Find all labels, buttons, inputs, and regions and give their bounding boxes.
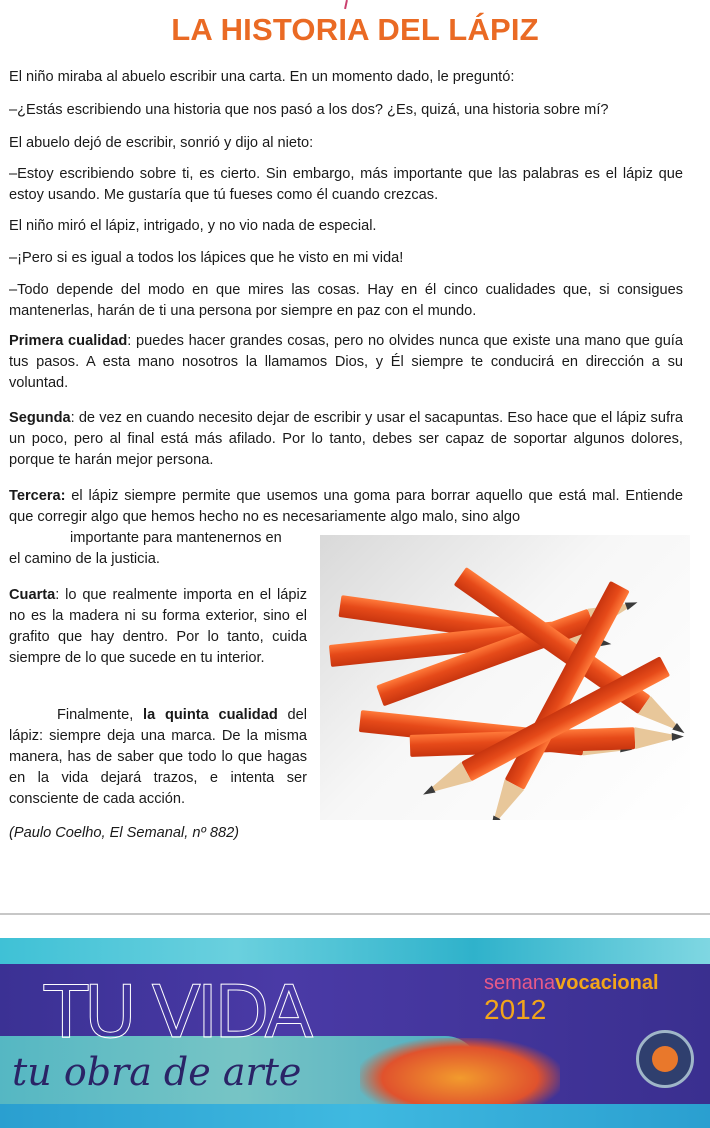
organization-logo-icon [636, 1030, 694, 1088]
paragraph-3: El abuelo dejó de escribir, sonrió y dijo al nieto: [9, 135, 314, 151]
quality-third-text-c: el camino de la justicia. [9, 551, 160, 567]
paragraph-3-block [9, 133, 683, 154]
paragraph-6-block [9, 248, 683, 269]
paragraph-7: –Todo depende del modo en que mires las cosas. Hay en él cinco cualidades que, si consigues mantenerlas, harán de ti una persona por siempre en paz con el mundo. [9, 282, 683, 319]
quality-fifth-text: del lápiz: siempre deja una marca. De la misma manera, has de saber que todo lo que hagas en la vida dejará trazos, e intenta ser consciente de cada acción. [9, 707, 307, 807]
paragraph-2: –¿Estás escribiendo una historia que nos pasó a los dos? ¿Es, quizá, una historia sobre mí? [9, 102, 609, 118]
banner-year: 2012 [484, 994, 547, 1025]
paragraph-5: El niño miró el lápiz, intrigado, y no vio nada de especial. [9, 218, 377, 234]
banner-headline: TU VIDA [44, 970, 310, 1054]
semana-vocacional-banner [0, 938, 710, 1128]
quality-first [9, 331, 683, 394]
paragraph-2-block [9, 100, 683, 121]
orange-pencils-photo [320, 535, 690, 820]
quality-third-text: el lápiz siempre permite que usemos una goma para borrar aquello que está mal. Entiende que corregir algo que hemos hecho no es necesariamente algo malo, sino algo [9, 488, 683, 525]
quality-fifth-lead: Finalmente, [57, 707, 144, 723]
banner-tagline: tu obra de arte [12, 1050, 302, 1094]
quality-first-label: Primera cualidad [9, 333, 128, 349]
quality-first-text: : puedes hacer grandes cosas, pero no olvides nunca que existe una mano que guía tus pasos. A esta mano nosotros la llamamos Dios, y Él siempre te conducirá en dirección a su voluntad. [9, 333, 683, 391]
quality-third-text-b: importante para mantenernos en [70, 530, 282, 546]
banner-event-name: semanavocacional [484, 972, 659, 994]
paragraph-4-block [9, 164, 683, 206]
citation: (Paulo Coelho, El Semanal, nº 882) [9, 825, 240, 841]
paragraph-7-block [9, 280, 683, 322]
quality-fifth-label: la quinta cualidad [143, 707, 278, 723]
quality-third-label: Tercera: [9, 488, 66, 504]
quality-second-label: Segunda [9, 410, 71, 426]
title-accent-mark [344, 0, 348, 9]
quality-second [9, 408, 683, 471]
quality-fourth [9, 585, 307, 669]
quality-second-text: : de vez en cuando necesito dejar de escribir y usar el sacapuntas. Eso hace que el lápiz sufra un poco, pero al final está más afilado. Por lo tanto, debes ser capaz de soportar algunos dolores, porque te harán mejor persona. [9, 410, 683, 468]
quality-fourth-label: Cuarta [9, 587, 56, 603]
quality-third [9, 486, 683, 528]
section-divider [0, 913, 710, 915]
paragraph-6: –¡Pero si es igual a todos los lápices que he visto en mi vida! [9, 250, 404, 266]
paragraph-5-block [9, 216, 683, 237]
paragraph-4: –Estoy escribiendo sobre ti, es cierto. Sin embargo, más importante que las palabras es el lápiz que estoy usando. Me gustaría que tú fueses como él cuando crezcas. [9, 166, 683, 203]
page-title: LA HISTORIA DEL LÁPIZ [171, 12, 539, 47]
paragraph-intro [9, 67, 683, 88]
citation-block [9, 823, 683, 844]
quality-fifth [9, 705, 307, 810]
quality-third-continued [70, 528, 310, 549]
quality-fourth-text: : lo que realmente importa en el lápiz no es la madera ni su forma exterior, sino el grafito que hay dentro. Por lo tanto, cuida siempre de lo que sucede en tu interior. [9, 587, 307, 666]
paragraph-1: El niño miraba al abuelo escribir una carta. En un momento dado, le preguntó: [9, 69, 515, 85]
